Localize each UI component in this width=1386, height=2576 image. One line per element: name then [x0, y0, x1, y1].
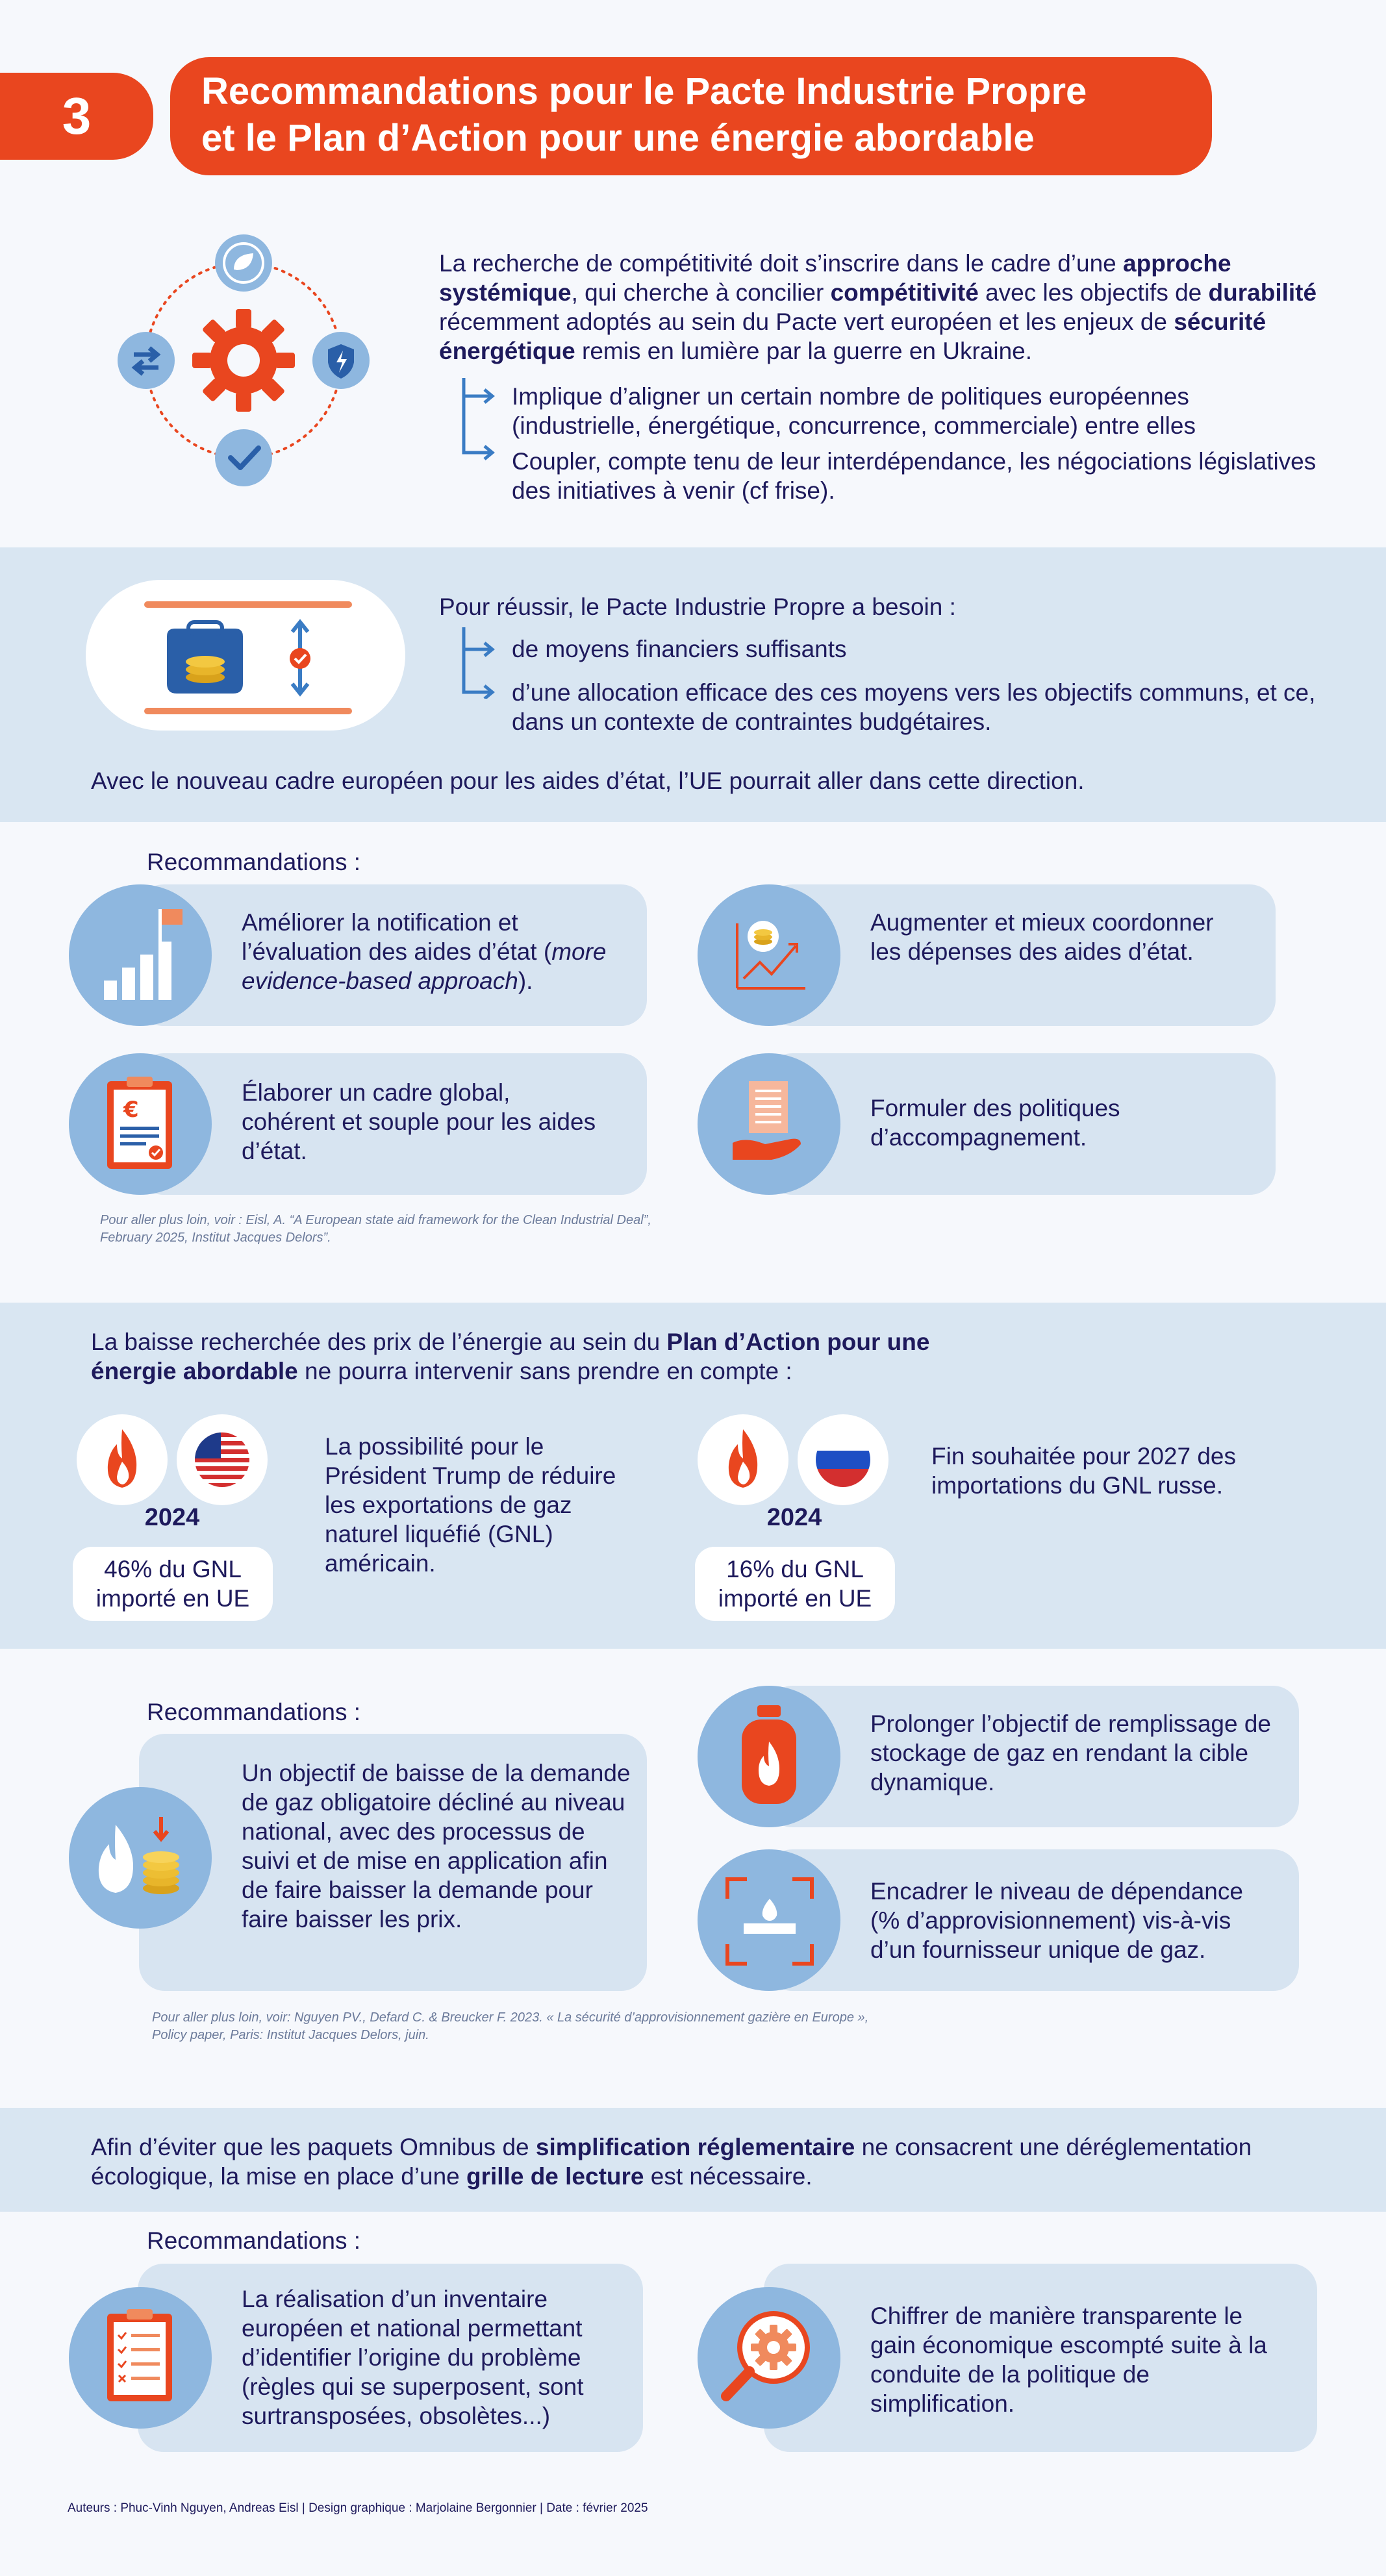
supplier-focus-icon: [721, 1873, 818, 1970]
intro-text-1: La recherche de compétitivité doit s’inscrire dans le cadre d’une: [439, 250, 1124, 277]
intro-text-4: récemment adoptés au sein du Pacte vert européen et les enjeux de: [439, 308, 1174, 335]
omnibus-lead-a: Afin d’éviter que les paquets Omnibus de: [91, 2134, 536, 2160]
us-text: La possibilité pour le Président Trump de réduire les exportations de gaz naturel liquéfié (GNL) américain.: [325, 1433, 616, 1577]
wallet-coins-icon: [138, 596, 359, 719]
gear-icon: [192, 309, 295, 412]
energy-lead-emph: Plan d’Action pour une énergie abordable: [91, 1329, 930, 1384]
systemic-cycle-illustration: [110, 227, 377, 494]
rec2-card1-text: Un objectif de baisse de la demande de gaz obligatoire décliné au niveau national, avec des processus de suivi et de mise en application afin de faire baisser la demande pour faire baisser les prix.: [242, 1760, 631, 1932]
us-year: 2024: [144, 1504, 200, 1531]
page-title: [201, 68, 1189, 162]
note-line: Pour aller plus loin, voir : Eisl, A. “A European state aid framework for the Clean Industrial Deal”,: [100, 1213, 651, 1227]
note-line: Pour aller plus loin, voir: Nguyen PV., Defard C. & Breucker F. 2023. « La sécurité d’approvisionnement gazière en Europe »,: [152, 2010, 869, 2025]
energy-lead: [91, 1327, 948, 1386]
rec2-card3-text: Encadrer le niveau de dépendance (% d’approvisionnement) vis-à-vis d’un fournisseur unique de gaz.: [870, 1878, 1243, 1963]
rec1-card4-text: Formuler des politiques d’accompagnement.: [870, 1095, 1120, 1151]
growth-chart-coin-icon: [721, 904, 818, 1008]
pacte-bullet-1: de moyens financiers suffisants: [512, 636, 847, 662]
source-note: [100, 1212, 944, 1247]
credits-footer: Auteurs : Phuc-Vinh Nguyen, Andreas Eisl | Design graphique : Marjolaine Bergonnier | Date : février 2025: [68, 2501, 648, 2515]
vertical-arrows-icon: [290, 622, 310, 694]
us-flag-icon: [195, 1432, 249, 1487]
magnifier-gear-icon: [712, 2299, 822, 2416]
intro-bullet-1: Implique d’aligner un certain nombre de politiques européennes (industrielle, énergétique, concurrence, commerciale) entre elles: [512, 383, 1196, 439]
rec2-card2-text: Prolonger l’objectif de remplissage de stockage de gaz en rendant la cible dynamique.: [870, 1710, 1272, 1795]
recommendations-label: Recommandations :: [147, 1699, 361, 1725]
bracket-arrow-icon: [459, 627, 498, 699]
exchange-arrows-icon: [118, 332, 175, 389]
pacte-closing: Avec le nouveau cadre européen pour les aides d’état, l’UE pourrait aller dans cette direction.: [91, 768, 1085, 794]
bar-chart-flag-icon: [91, 903, 188, 1007]
rec3-card1-text: La réalisation d’un inventaire européen et national permettant d’identifier l’origine du problème (règles qui se superposent, sont surtransposées, obsolètes...): [242, 2286, 584, 2429]
rec1-card1-text: [242, 908, 631, 995]
omnibus-lead-c: ne consacrent une déréglementation écologique, la mise en place d’une: [91, 2134, 1252, 2190]
hand-document-icon: [720, 1071, 817, 1175]
leaf-icon: [215, 234, 272, 292]
pacte-lead: Pour réussir, le Pacte Industrie Propre a besoin :: [439, 594, 956, 620]
svg-text:€: €: [123, 1097, 139, 1123]
omnibus-lead-e: est nécessaire.: [644, 2163, 813, 2190]
note-line: Policy paper, Paris: Institut Jacques Delors, juin.: [152, 2028, 429, 2042]
intro-emph-1: approche systémique: [439, 250, 1231, 306]
bracket-arrow-icon: [459, 378, 498, 469]
title-line-1: Recommandations pour le Pacte Industrie Propre: [201, 70, 1087, 112]
pacte-bullet-2: d’une allocation efficace des ces moyens vers les objectifs communs, et ce, dans un contexte de contraintes budgétaires.: [512, 679, 1316, 735]
source-note: [152, 2009, 1061, 2044]
gas-cylinder-icon: [733, 1701, 805, 1812]
omnibus-lead-emph-1: simplification réglementaire: [535, 2134, 855, 2160]
russia-flag-icon: [816, 1432, 870, 1487]
title-line-2: et le Plan d’Action pour une énergie abordable: [201, 117, 1035, 159]
euro-document-icon: [97, 1071, 182, 1175]
rec1-card3-text: Élaborer un cadre global, cohérent et souple pour les aides d’état.: [242, 1079, 596, 1164]
omnibus-lead: [91, 2132, 1312, 2191]
omnibus-lead-emph-2: grille de lecture: [466, 2163, 644, 2190]
rec1-card2-text: Augmenter et mieux coordonner les dépenses des aides d’état.: [870, 909, 1214, 965]
checklist-icon: [97, 2304, 182, 2408]
section-number: 3: [0, 73, 153, 160]
flame-icon: [717, 1426, 769, 1491]
recommendations-label: Recommandations :: [147, 2227, 361, 2254]
intro-text-3: avec les objectifs de: [978, 279, 1209, 306]
us-stat: 46% du GNL importé en UE: [95, 1556, 250, 1612]
ru-text: Fin souhaitée pour 2027 des importations du GNL russe.: [931, 1443, 1237, 1499]
energy-lead-c: ne pourra intervenir sans prendre en compte :: [297, 1358, 792, 1384]
intro-paragraph: [439, 249, 1322, 366]
ru-stat: 16% du GNL importé en UE: [718, 1556, 872, 1612]
intro-text-2: , qui cherche à concilier: [571, 279, 831, 306]
intro-text-5: remis en lumière par la guerre en Ukraine.: [575, 338, 1033, 364]
rec1-card1-italic: more evidence-based approach: [242, 938, 607, 994]
rec1-card1-a: Améliorer la notification et l’évaluation des aides d’état (: [242, 909, 552, 965]
intro-emph-3: durabilité: [1208, 279, 1317, 306]
checkmark-icon: [215, 429, 272, 486]
intro-bullet-2: Coupler, compte tenu de leur interdépendance, les négociations législatives des initiatives à venir (cf frise).: [512, 448, 1317, 504]
intro-emph-4: sécurité énergétique: [439, 308, 1266, 364]
energy-lead-a: La baisse recherchée des prix de l’énergie au sein du: [91, 1329, 667, 1355]
intro-emph-2: compétitivité: [830, 279, 979, 306]
rec3-card2-text: Chiffrer de manière transparente le gain économique escompté suite à la conduite de la politique de simplification.: [870, 2303, 1267, 2417]
ru-year: 2024: [766, 1504, 822, 1531]
shield-bolt-icon: [312, 332, 370, 389]
note-line: February 2025, Institut Jacques Delors”.: [100, 1231, 331, 1245]
recommendations-label: Recommandations :: [147, 849, 361, 875]
flame-icon: [96, 1426, 148, 1491]
rec1-card1-c: ).: [518, 968, 533, 994]
flame-coins-icon: [83, 1812, 200, 1909]
